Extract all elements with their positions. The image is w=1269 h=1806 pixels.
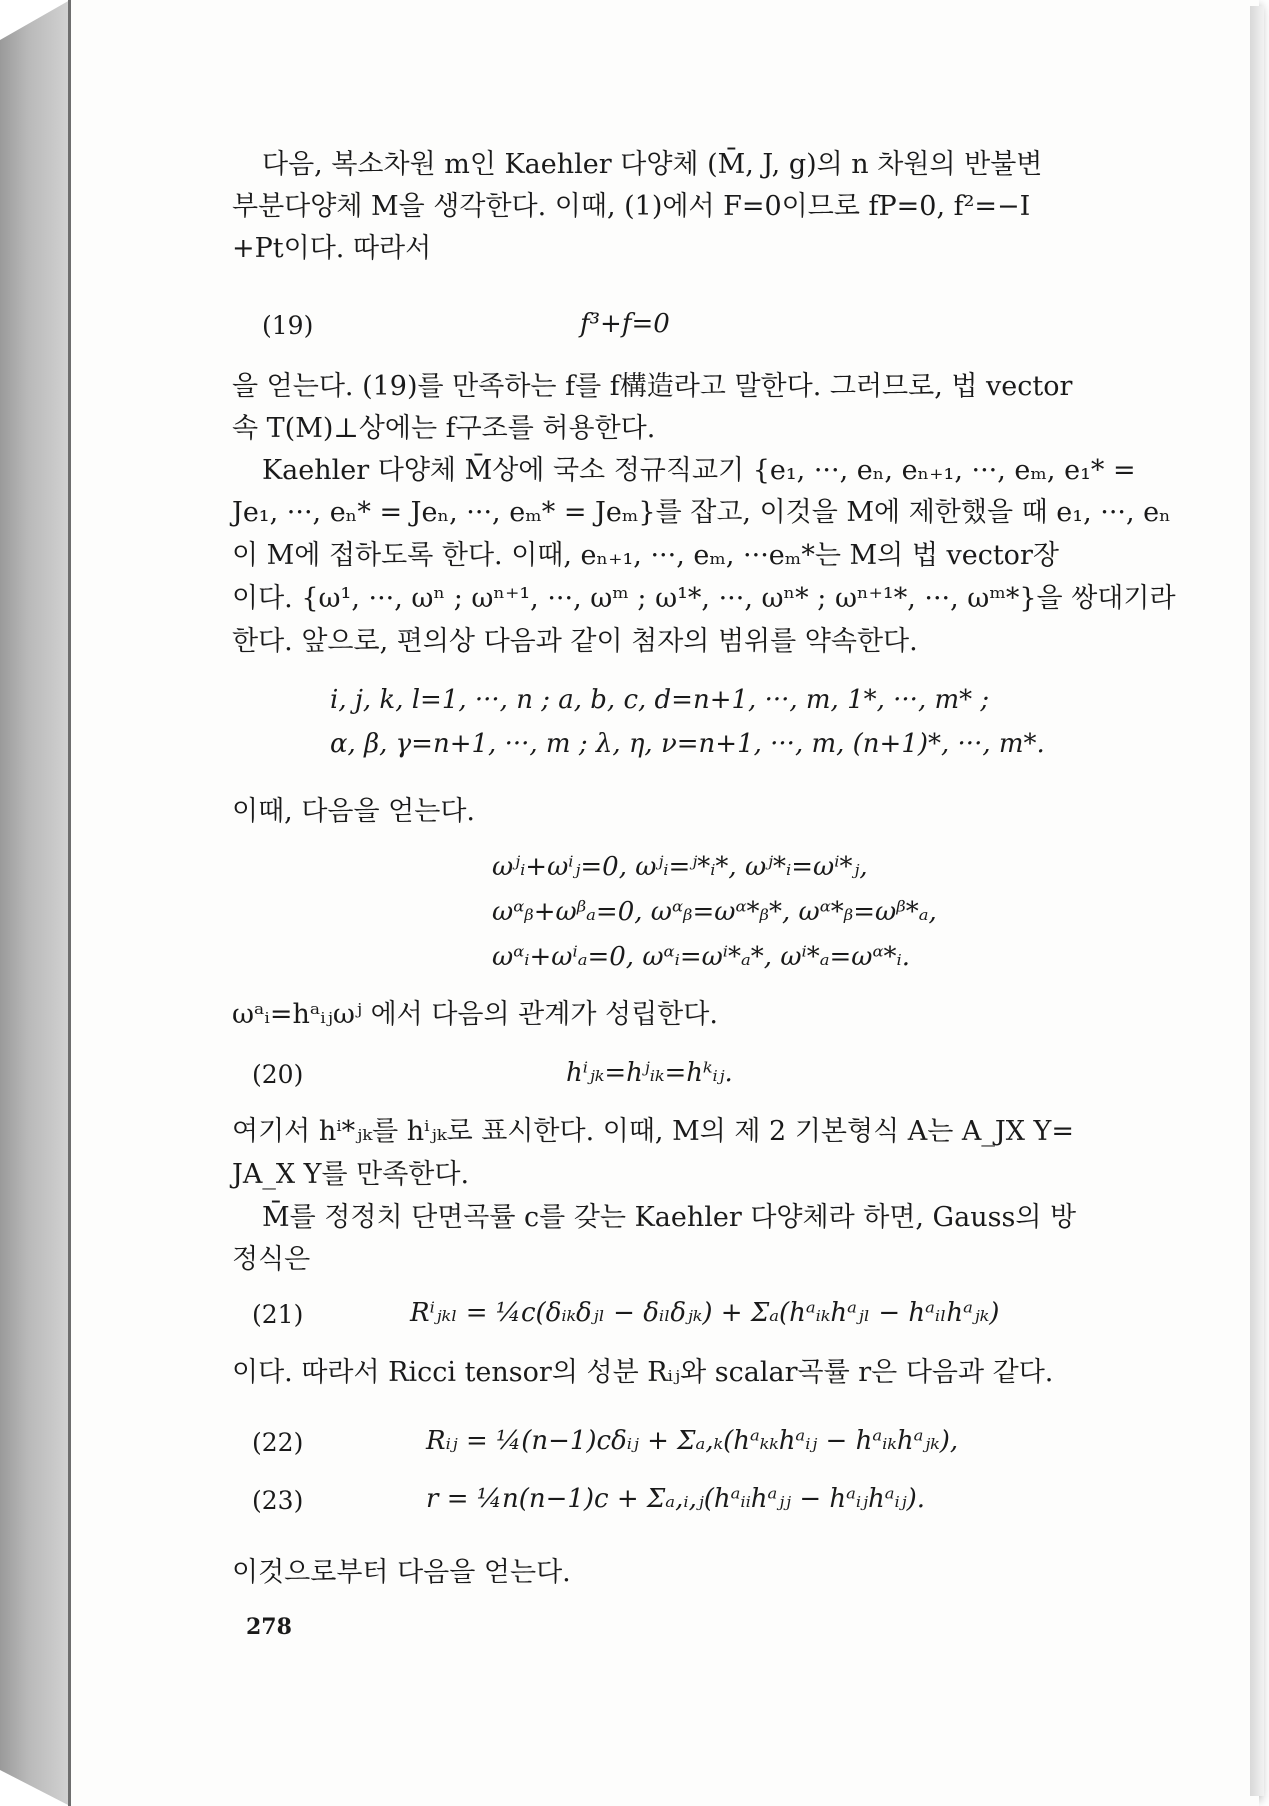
para3-line4: 이다. {ω¹, ···, ωⁿ ; ωⁿ⁺¹, ···, ωᵐ ; ω¹*, ···, ωⁿ* ; ωⁿ⁺¹*, ···, ωᵐ*}을 쌍대기라: [232, 583, 1176, 614]
para8: 이다. 따라서 Ricci tensor의 성분 Rᵢⱼ와 scalar곡률 r은 다음과 같다.: [232, 1357, 1054, 1388]
para3-line2: Je₁, ···, eₙ* = Jeₙ, ···, eₘ* = Jeₘ}를 잡고, 이것을 M에 제한했을 때 e₁, ···, eₙ: [232, 497, 1171, 528]
para2-line2: 속 T(M)⊥상에는 f구조를 허용한다.: [232, 413, 656, 444]
eq23-label: (23): [252, 1486, 304, 1515]
para6-line2: JA_X Y를 만족한다.: [232, 1159, 470, 1190]
eq20-label: (20): [252, 1060, 304, 1089]
eq22-label: (22): [252, 1428, 304, 1457]
para1-line2: 부분다양체 M을 생각한다. 이때, (1)에서 F=0이므로 fP=0, f²=−I: [232, 191, 1031, 222]
para6-line1: 여기서 hⁱ*ⱼₖ를 hⁱⱼₖ로 표시한다. 이때, M의 제 2 기본형식 A는 A_JX Y=: [232, 1116, 1074, 1147]
eq20-formula: hⁱⱼₖ=hʲᵢₖ=hᵏᵢⱼ.: [566, 1058, 733, 1088]
para9: 이것으로부터 다음을 얻는다.: [232, 1557, 571, 1588]
para7-line1: M̄를 정정치 단면곡률 c를 갖는 Kaehler 다양체라 하면, Gauss의 방: [262, 1202, 1077, 1233]
relation-line2: ωᵅᵦ+ωᵝₐ=0, ωᵅᵦ=ωᵅ*ᵦ*, ωᵅ*ᵦ=ωᵝ*ₐ,: [492, 897, 937, 927]
page-edge: [1250, 6, 1264, 1796]
eq21-label: (21): [252, 1300, 304, 1329]
eq22-formula: Rᵢⱼ = ¼(n−1)cδᵢⱼ + Σₐ,ₖ(hᵃₖₖhᵃᵢⱼ − hᵃᵢₖhᵃⱼₖ),: [426, 1426, 959, 1456]
relation-line1: ωʲᵢ+ωⁱⱼ=0, ωʲᵢ=ʲ*ᵢ*, ωʲ*ᵢ=ωⁱ*ⱼ,: [492, 852, 868, 882]
para3-line5: 한다. 앞으로, 편의상 다음과 같이 첨자의 범위를 약속한다.: [232, 626, 918, 657]
relation-line3: ωᵅᵢ+ωⁱₐ=0, ωᵅᵢ=ωⁱ*ₐ*, ωⁱ*ₐ=ωᵅ*ᵢ.: [492, 942, 911, 972]
eq23-formula: r = ¼n(n−1)c + Σₐ,ᵢ,ⱼ(hᵃᵢᵢhᵃⱼⱼ − hᵃᵢⱼhᵃᵢⱼ).: [426, 1484, 925, 1514]
book-spine: [0, 0, 70, 1806]
para4: 이때, 다음을 얻는다.: [232, 796, 475, 827]
para2-line1: 을 얻는다. (19)를 만족하는 f를 f構造라고 말한다. 그러므로, 법 vector: [232, 371, 1073, 402]
para1-line1: 다음, 복소차원 m인 Kaehler 다양체 (M̄, J, g)의 n 차원의 반불변: [262, 149, 1043, 180]
para3-line3: 이 M에 접하도록 한다. 이때, eₙ₊₁, ···, eₘ, ···eₘ*는 M의 법 vector장: [232, 540, 1059, 571]
para1-line3: +Pt이다. 따라서: [232, 233, 432, 264]
ranges-line2: α, β, γ=n+1, ···, m ; λ, η, ν=n+1, ···, m, (n+1)*, ···, m*.: [330, 729, 1045, 759]
page-number: 278: [246, 1614, 292, 1640]
para7-line2: 정식은: [232, 1244, 311, 1275]
ranges-line1: i, j, k, l=1, ···, n ; a, b, c, d=n+1, ···, m, 1*, ···, m* ;: [330, 685, 990, 715]
para5: ωᵃᵢ=hᵃᵢⱼωʲ 에서 다음의 관계가 성립한다.: [232, 999, 718, 1030]
para3-line1: Kaehler 다양체 M̄상에 국소 정규직교기 {e₁, ···, eₙ, eₙ₊₁, ···, eₘ, e₁* =: [262, 455, 1136, 486]
eq19-formula: f³+f=0: [580, 309, 670, 339]
eq21-formula: Rⁱⱼₖₗ = ¼c(δᵢₖδⱼₗ − δᵢₗδⱼₖ) + Σₐ(hᵃᵢₖhᵃⱼₗ − hᵃᵢₗhᵃⱼₖ): [410, 1298, 1000, 1328]
eq19-label: (19): [262, 311, 314, 340]
